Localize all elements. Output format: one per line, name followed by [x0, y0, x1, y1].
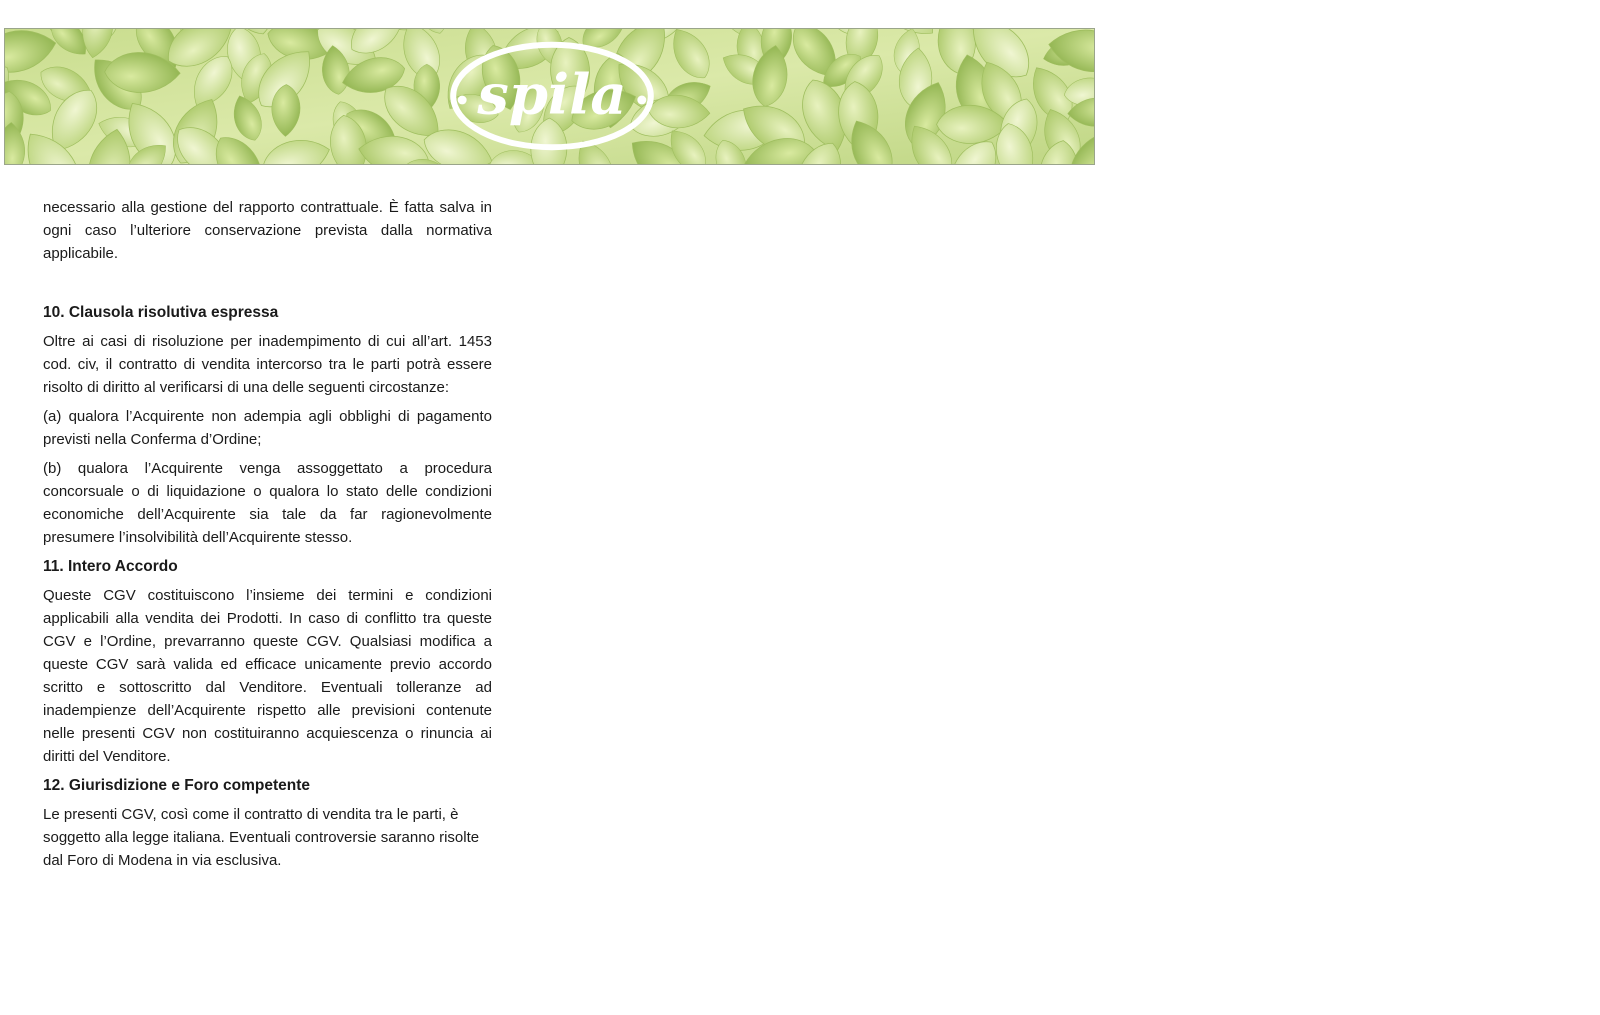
logo-text: spila [477, 63, 627, 128]
section-11-body: Queste CGV costituiscono l’insieme dei termini e condizioni applicabili alla vendita dei Prodotti. In caso di conflitto tra queste CGV e l’Ordine, prevarranno queste CGV. Qualsiasi modifica a queste CGV sarà valida ed efficace unicamente previo accordo scritto e sottoscritto dal Venditore. Eventuali tolleranze ad inadempienze dell’Acquirente rispetto alle previsioni contenute nelle presenti CGV non costituiranno acquiescenza o rinuncia ai diritti del Venditore. [43, 587, 492, 765]
section-10-item-a: (a) qualora l’Acquirente non adempia agli obblighi di pagamento previsti nella Conferma d’Ordine; [43, 408, 492, 448]
section-12-title: 12. Giurisdizione e Foro competente [43, 777, 310, 794]
section-12-body: Le presenti CGV, così come il contratto di vendita tra le parti, è soggetto alla legge italiana. Eventuali controversie saranno risolte dal Foro di Modena in via esclusiva. [43, 806, 480, 869]
spacer [43, 271, 492, 301]
document-body [43, 196, 492, 878]
section-11-title: 11. Intero Accordo [43, 558, 178, 575]
leaves-background-image [5, 29, 1094, 164]
intro-paragraph: necessario alla gestione del rapporto contrattuale. È fatta salva in ogni caso l’ulteriore conservazione prevista dalla normativa applicabile. [43, 199, 492, 262]
header-banner [4, 28, 1095, 165]
section-10-title: 10. Clausola risolutiva espressa [43, 304, 279, 321]
section-10-body: Oltre ai casi di risoluzione per inadempimento di cui all’art. 1453 cod. civ, il contratto di vendita intercorso tra le parti potrà essere risolto di diritto al verificarsi di una delle seguenti circostanze: [43, 333, 492, 396]
section-10-item-b: (b) qualora l’Acquirente venga assoggettato a procedura concorsuale o di liquidazione o qualora lo stato delle condizioni economiche dell’Acquirente sia tale da far ragionevolmente presumere l’insolvibilità dell’Acquirente stesso. [43, 460, 492, 546]
